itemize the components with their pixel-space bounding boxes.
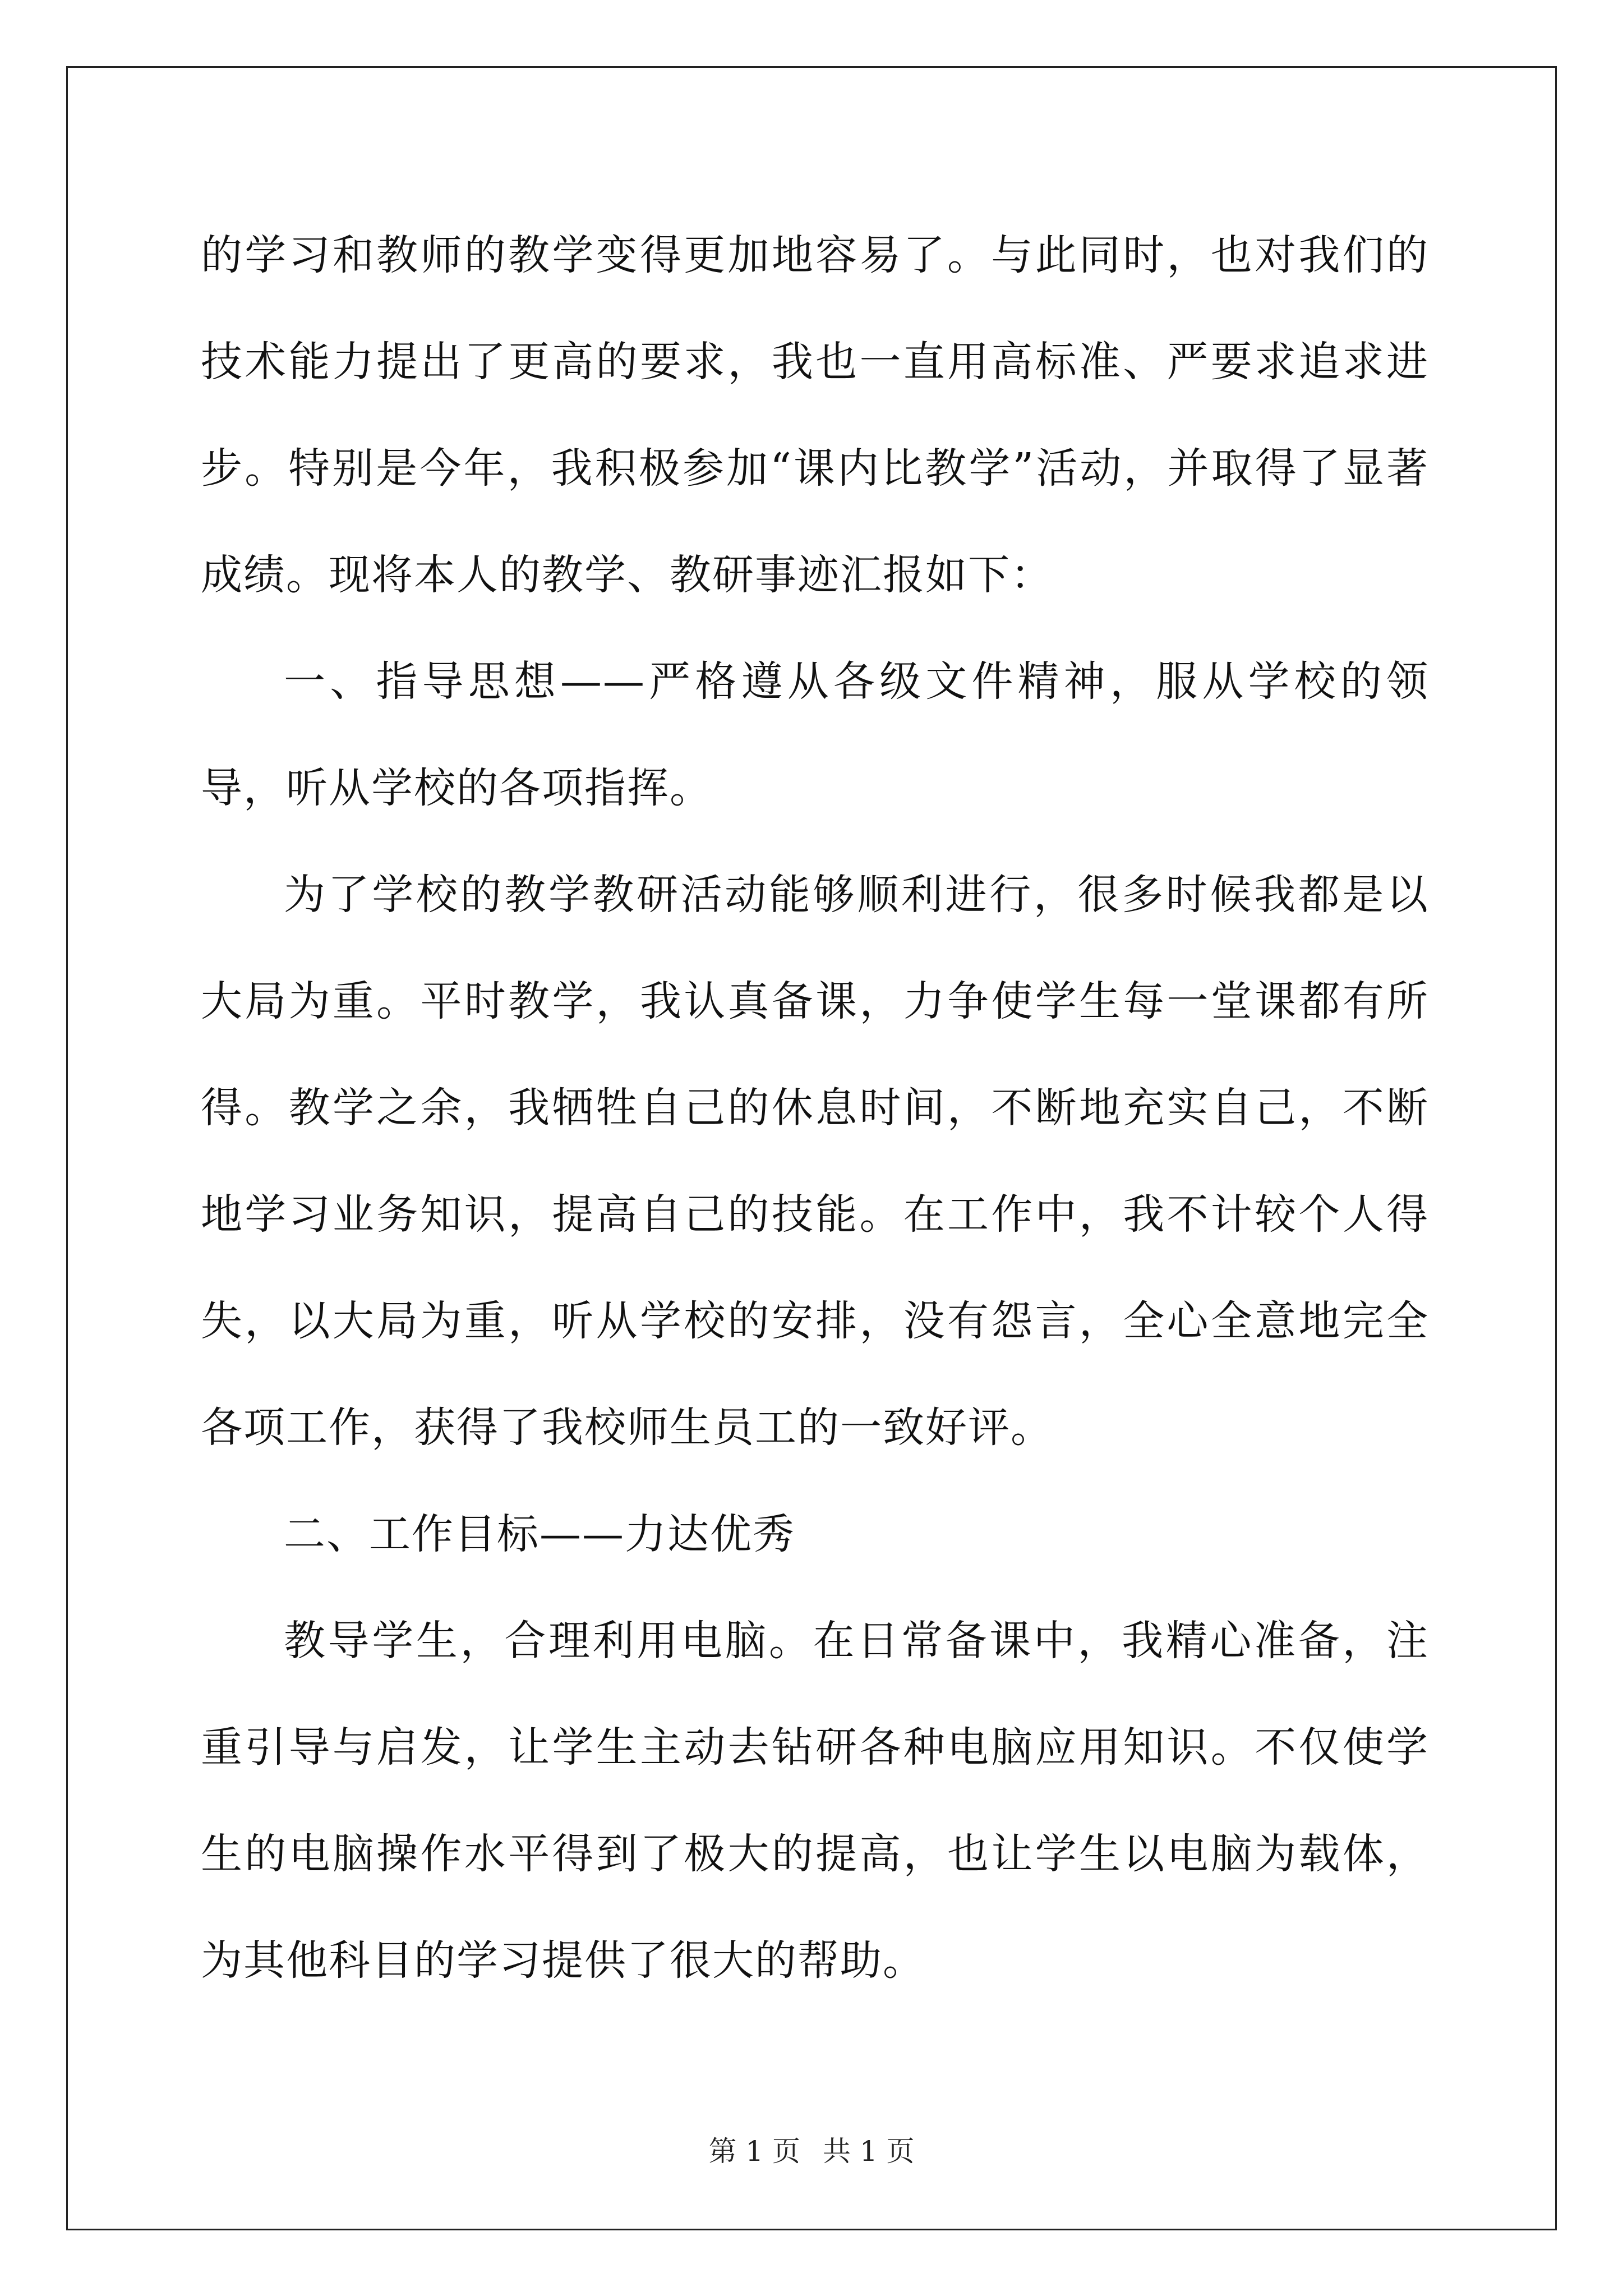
paragraph-section-two-body: 教导学生，合理利用电脑。在日常备课中，我精心准备，注重引导与启发，让学生主动去钻研各种电脑应用知识。不仅使学生的电脑操作水平得到了极大的提高，也让学生以电脑为载体，为其他科目的学习提供了很大的帮助。	[201, 1617, 1429, 1985]
paragraph-intro: 的学习和教师的教学变得更加地容易了。与此同时，也对我们的技术能力提出了更高的要求，我也一直用高标准、严要求追求进步。特别是今年，我积极参加“课内比教学”活动，并取得了显著成绩。现将本人的教学、教研事迹汇报如下：	[201, 231, 1429, 599]
document-body	[201, 202, 1429, 2014]
page-footer	[0, 2134, 1623, 2168]
paragraph-section-one-body: 为了学校的教学教研活动能够顺利进行，很多时候我都是以大局为重。平时教学，我认真备课，力争使学生每一堂课都有所得。教学之余，我牺牲自己的休息时间，不断地充实自己，不断地学习业务知识，提高自己的技能。在工作中，我不计较个人得失，以大局为重，听从学校的安排，没有怨言，全心全意地完全各项工作，获得了我校师生员工的一致好评。	[201, 871, 1429, 1452]
page-number: 第 1 页	[708, 2135, 801, 2168]
paragraph-section-one-heading: 一、指导思想——严格遵从各级文件精神，服从学校的领导，听从学校的各项指挥。	[201, 657, 1429, 812]
paragraph-section-two-heading: 二、工作目标——力达优秀	[284, 1510, 795, 1558]
page-total: 共 1 页	[822, 2135, 915, 2168]
